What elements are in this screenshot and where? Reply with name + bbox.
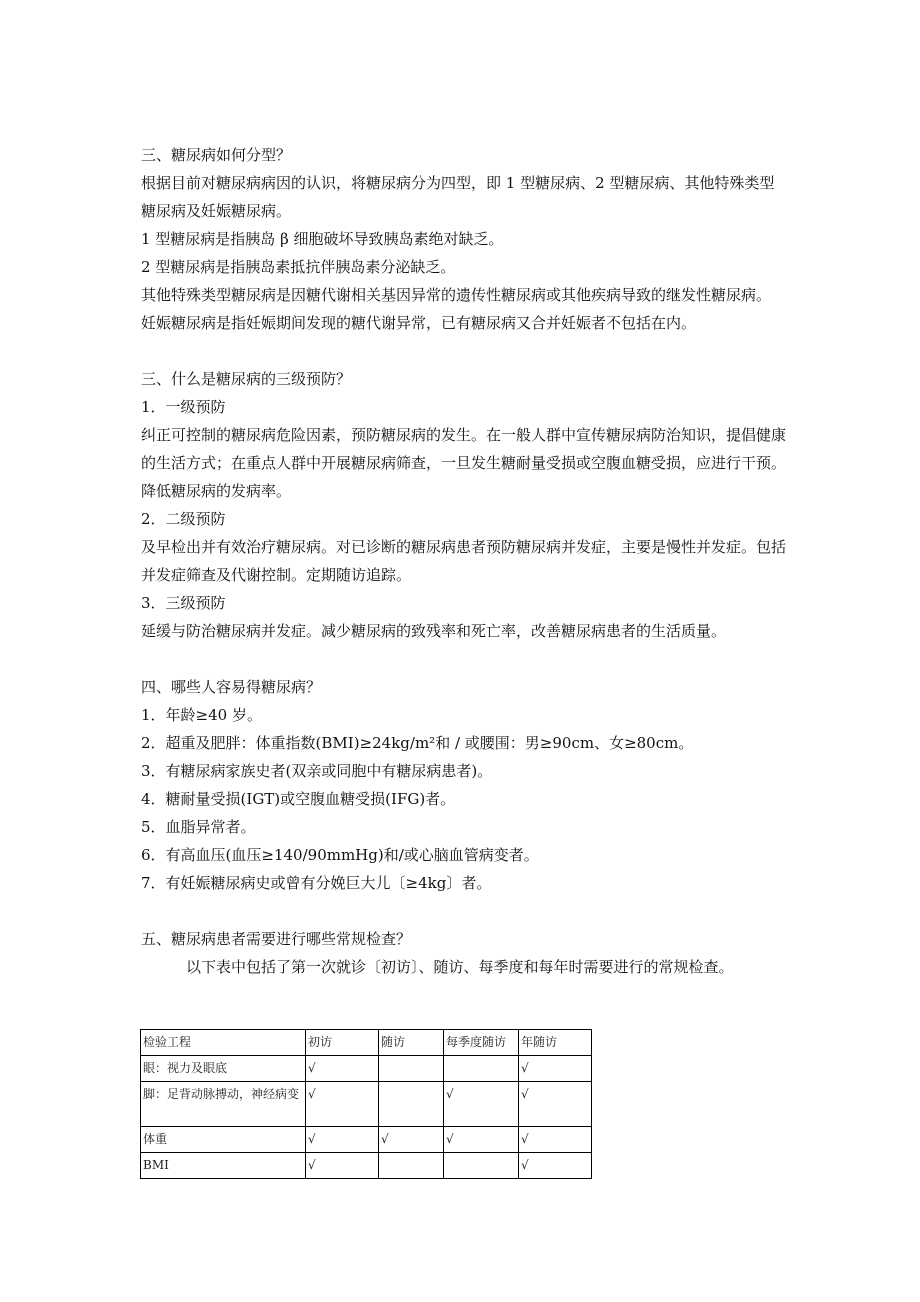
table-cell: √ <box>379 1127 444 1153</box>
table-header-row <box>141 1030 592 1056</box>
paragraph: 妊娠糖尿病是指妊娠期间发现的糖代谢异常，已有糖尿病又合并妊娠者不包括在内。 <box>141 314 697 332</box>
subheading: 1．一级预防 <box>141 398 226 416</box>
header-cell: 每季度随访 <box>444 1030 519 1056</box>
table-cell <box>379 1153 444 1179</box>
paragraph: 纠正可控制的糖尿病危险因素，预防糖尿病的发生。在一般人群中宣传糖尿病防治知识，提倡健康的生活方式；在重点人群中开展糖尿病筛查，一旦发生糖耐量受损或空腹血糖受损，应进行干预。降低糖尿病的发病率。 <box>141 426 787 500</box>
paragraph: 及早检出并有效治疗糖尿病。对已诊断的糖尿病患者预防糖尿病并发症，主要是慢性并发症。包括并发症筛查及代谢控制。定期随访追踪。 <box>141 538 787 584</box>
table-cell: √ <box>306 1056 379 1082</box>
paragraph: 2 型糖尿病是指胰岛素抵抗伴胰岛素分泌缺乏。 <box>141 258 456 276</box>
table-row <box>141 1127 592 1153</box>
list-item: 6．有高血压(血压≥140/90mmHg)和/或心脑血管病变者。 <box>141 846 539 864</box>
table-cell <box>379 1056 444 1082</box>
paragraph: 1 型糖尿病是指胰岛 β 细胞破坏导致胰岛素绝对缺乏。 <box>141 230 504 248</box>
header-cell: 年随访 <box>519 1030 592 1056</box>
table-cell <box>444 1153 519 1179</box>
list-item: 7．有妊娠糖尿病史或曾有分娩巨大儿〔≥4kg〕者。 <box>141 874 492 892</box>
section-risk-groups <box>141 673 786 897</box>
table-cell: √ <box>519 1153 592 1179</box>
table-row <box>141 1153 592 1179</box>
table-cell: 体重 <box>141 1127 306 1153</box>
table-cell: √ <box>306 1127 379 1153</box>
table-cell <box>379 1082 444 1127</box>
subheading: 3．三级预防 <box>141 594 226 612</box>
subheading: 2．二级预防 <box>141 510 226 528</box>
paragraph: 延缓与防治糖尿病并发症。减少糖尿病的致残率和死亡率，改善糖尿病患者的生活质量。 <box>141 622 727 640</box>
section-heading: 四、哪些人容易得糖尿病？ <box>141 678 322 696</box>
table-cell: √ <box>519 1127 592 1153</box>
paragraph: 其他特殊类型糖尿病是因糖代谢相关基因异常的遗传性糖尿病或其他疾病导致的继发性糖尿病。 <box>141 286 772 304</box>
section-heading: 五、糖尿病患者需要进行哪些常规检查？ <box>141 930 412 948</box>
table-cell <box>444 1056 519 1082</box>
table-cell: √ <box>306 1082 379 1127</box>
table-cell: √ <box>306 1153 379 1179</box>
table-row <box>141 1056 592 1082</box>
list-item: 2．超重及肥胖：体重指数(BMI)≥24kg/m²和 / 或腰围：男≥90cm、女≥80cm。 <box>141 734 694 752</box>
list-item: 3．有糖尿病家族史者(双亲或同胞中有糖尿病患者)。 <box>141 762 493 780</box>
table-intro: 以下表中包括了第一次就诊〔初访〕、随访、每季度和每年时需要进行的常规检查。 <box>186 958 734 976</box>
document-body <box>141 141 786 981</box>
list-item: 4．糖耐量受损(IGT)或空腹血糖受损(IFG)者。 <box>141 790 456 808</box>
paragraph: 根据目前对糖尿病病因的认识，将糖尿病分为四型，即 1 型糖尿病、2 型糖尿病、其他特殊类型糖尿病及妊娠糖尿病。 <box>141 174 775 220</box>
header-cell: 随访 <box>379 1030 444 1056</box>
table-cell: √ <box>444 1082 519 1127</box>
table-cell: √ <box>444 1127 519 1153</box>
section-heading: 三、糖尿病如何分型？ <box>141 146 292 164</box>
table-cell: BMI <box>141 1153 306 1179</box>
list-item: 5．血脂异常者。 <box>141 818 256 836</box>
section-classification <box>141 141 786 337</box>
section-prevention <box>141 365 786 645</box>
table-cell: 脚：足背动脉搏动，神经病变 <box>141 1082 306 1127</box>
header-cell: 检验工程 <box>141 1030 306 1056</box>
table-cell: 眼：视力及眼底 <box>141 1056 306 1082</box>
list-item: 1．年龄≥40 岁。 <box>141 706 262 724</box>
table-row <box>141 1082 592 1127</box>
section-heading: 三、什么是糖尿病的三级预防？ <box>141 370 352 388</box>
table-cell: √ <box>519 1056 592 1082</box>
table-cell: √ <box>519 1082 592 1127</box>
header-cell: 初访 <box>306 1030 379 1056</box>
section-checks <box>141 925 786 981</box>
checkup-table <box>140 1029 592 1179</box>
